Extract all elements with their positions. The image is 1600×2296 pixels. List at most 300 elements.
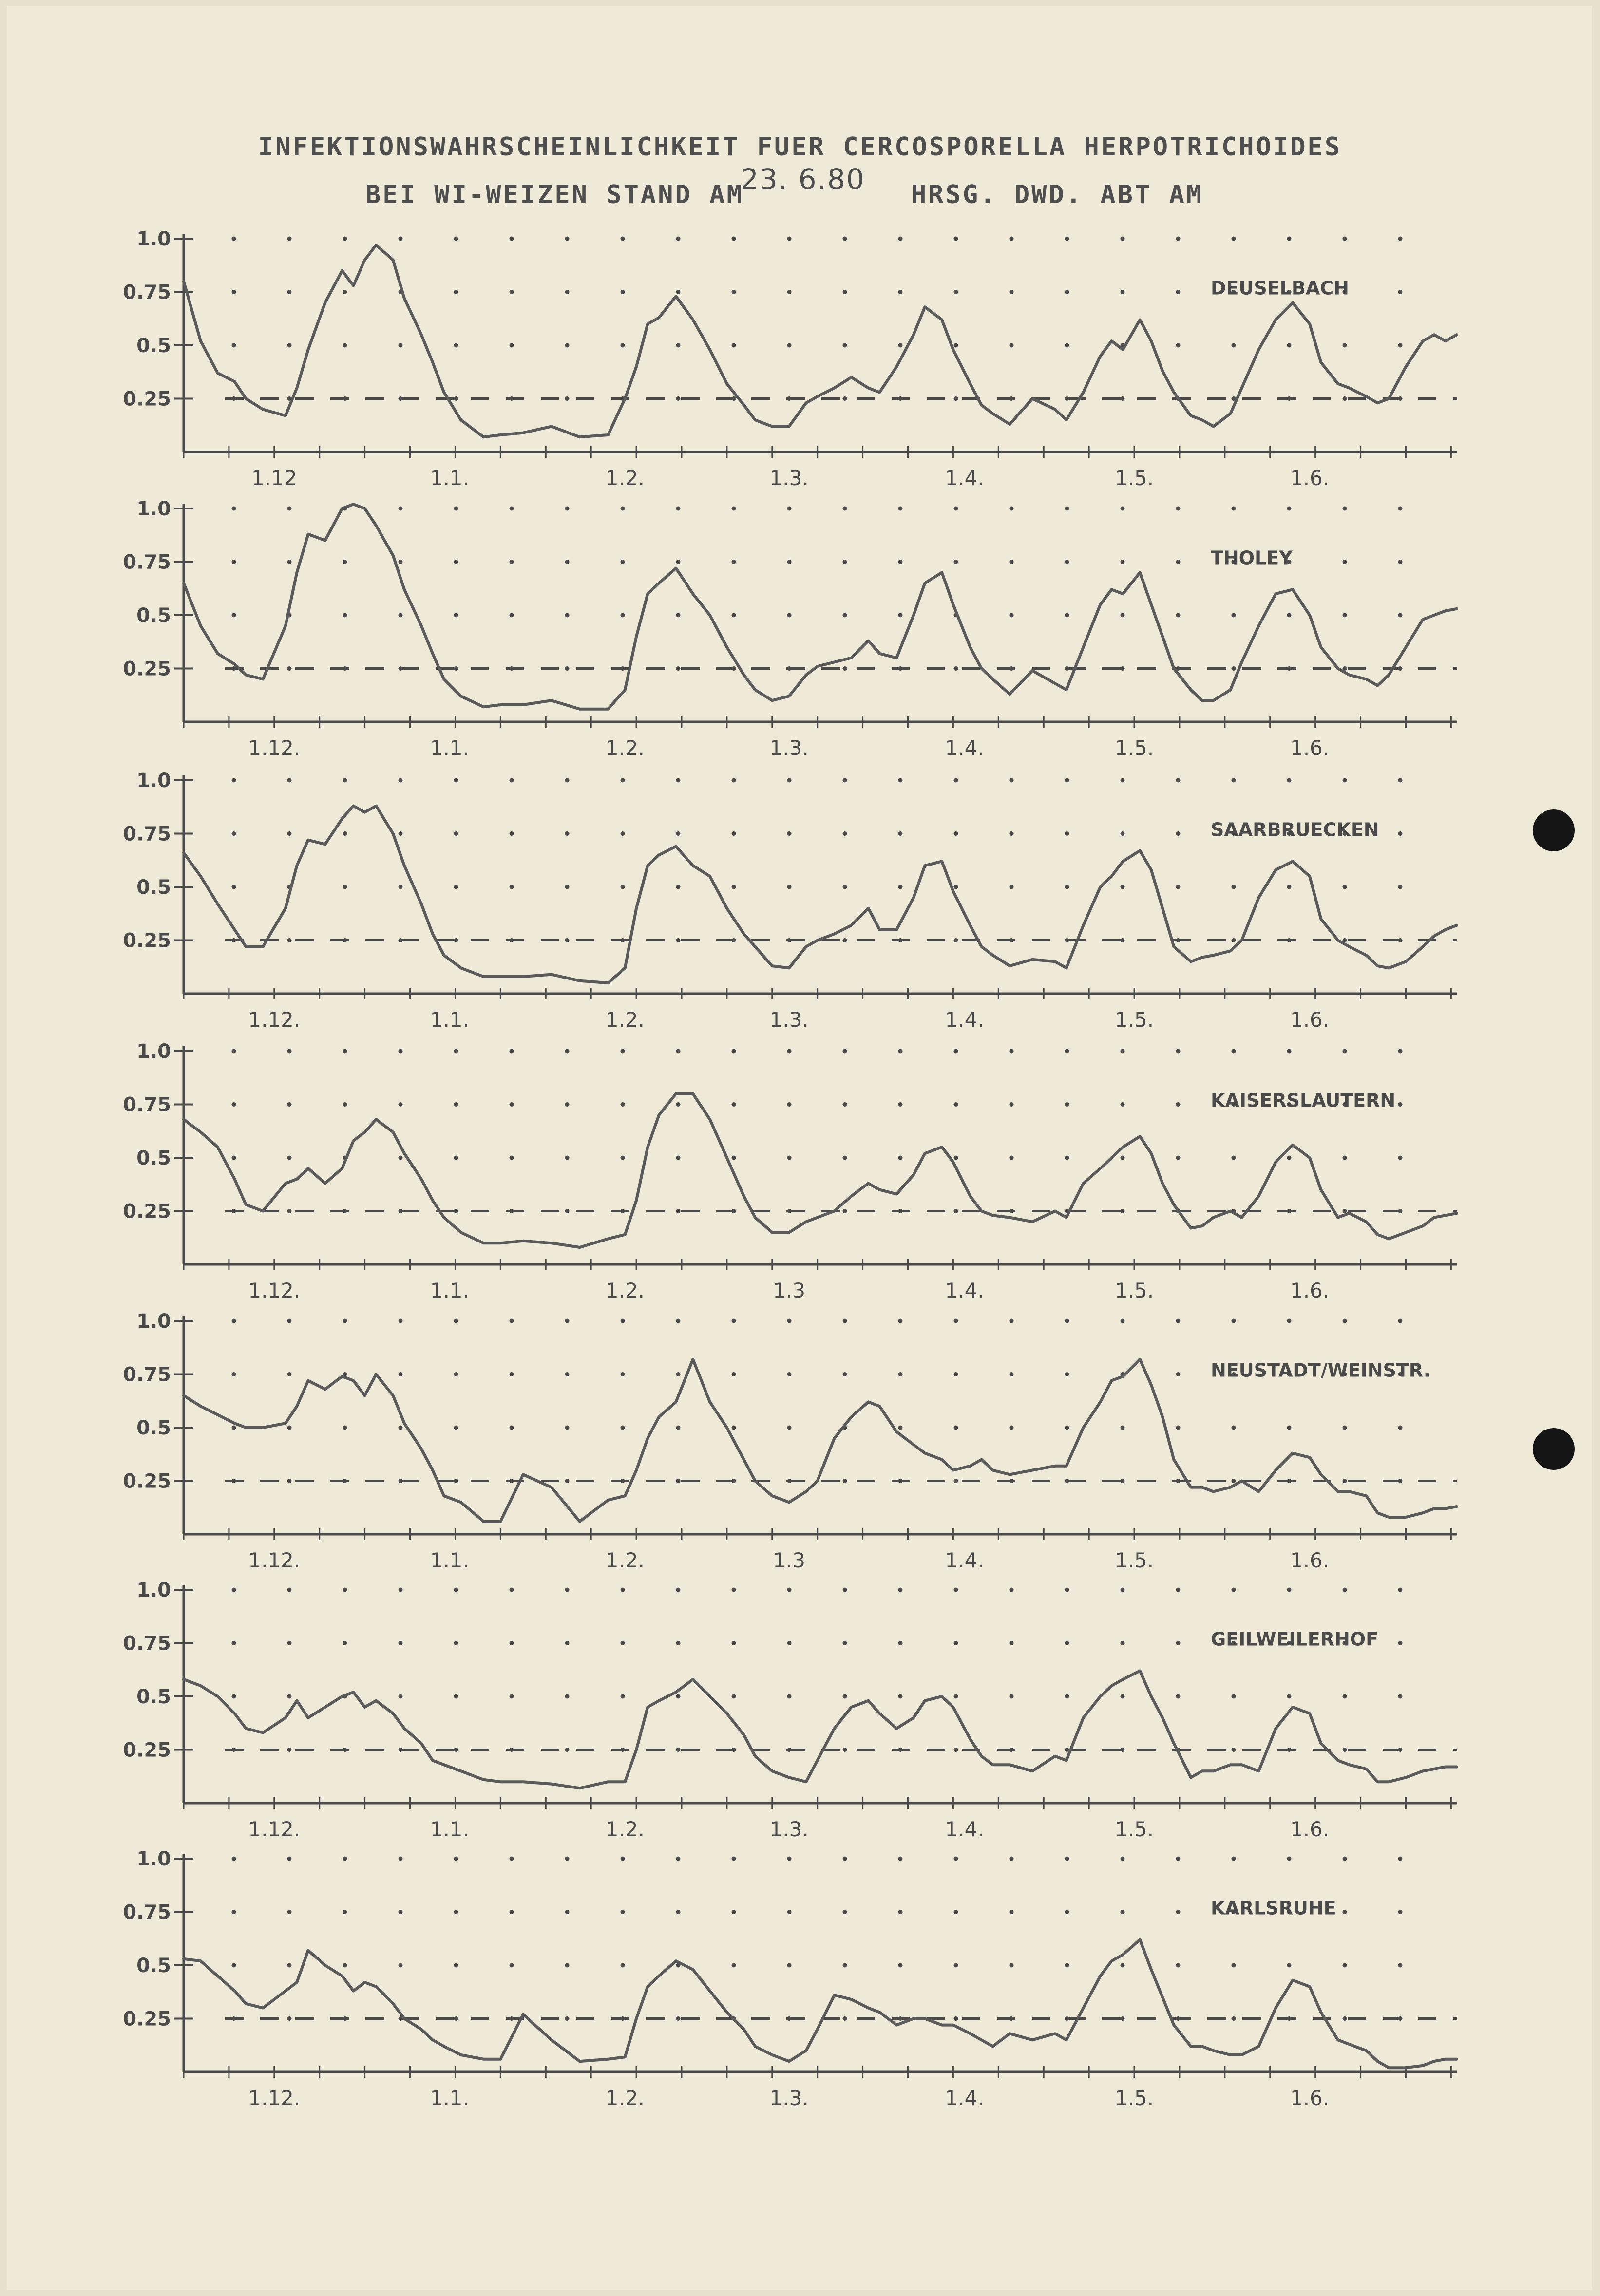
grid-dot [787, 237, 792, 241]
grid-dot [1398, 1588, 1403, 1592]
grid-dot [343, 1857, 347, 1861]
y-tick-label: 0.75 [123, 1093, 171, 1116]
grid-dot [621, 613, 625, 618]
grid-dot [732, 613, 736, 618]
grid-dot [954, 1588, 958, 1592]
grid-dot [1176, 1963, 1181, 1968]
grid-dot [843, 778, 847, 783]
grid-dot [343, 1963, 347, 1968]
grid-dot [1010, 290, 1014, 294]
grid-dot [232, 1102, 236, 1107]
grid-dot [732, 778, 736, 783]
grid-dot [1287, 778, 1292, 783]
chart-saarbruecken [123, 770, 1457, 1032]
grid-dot [732, 1641, 736, 1645]
grid-dot [454, 1209, 458, 1213]
grid-dot [565, 396, 570, 401]
grid-dot [1176, 507, 1181, 511]
grid-dot [399, 885, 403, 889]
grid-dot [1176, 1319, 1181, 1323]
y-tick-label: 0.75 [123, 823, 171, 846]
grid-dot [343, 290, 347, 294]
grid-dot [1343, 1910, 1347, 1914]
grid-dot [843, 666, 847, 671]
grid-dot [287, 290, 292, 294]
grid-dot [287, 1588, 292, 1592]
chart-kaiserslautern [123, 1040, 1457, 1302]
grid-dot [621, 778, 625, 783]
grid-dot [843, 831, 847, 836]
grid-dot [1343, 1479, 1347, 1483]
grid-dot [1176, 1910, 1181, 1914]
grid-dot [510, 1963, 514, 1968]
grid-dot [1010, 1426, 1014, 1430]
grid-dot [843, 885, 847, 889]
x-tick-label: 1.12. [248, 1279, 301, 1302]
x-tick-label: 1.6. [1290, 466, 1330, 490]
grid-dot [676, 560, 681, 564]
grid-dot [676, 290, 681, 294]
grid-dot [1010, 1049, 1014, 1054]
grid-dot [399, 237, 403, 241]
grid-dot [510, 1694, 514, 1699]
grid-dot [787, 1156, 792, 1160]
chart-deuselbach [123, 228, 1457, 490]
grid-dot [1398, 831, 1403, 836]
grid-dot [1121, 778, 1125, 783]
grid-dot [787, 507, 792, 511]
grid-dot [621, 1319, 625, 1323]
grid-dot [565, 237, 570, 241]
grid-dot [1398, 1319, 1403, 1323]
grid-dot [1121, 1857, 1125, 1861]
x-tick-label: 1.6. [1290, 1548, 1330, 1572]
grid-dot [1065, 831, 1069, 836]
x-tick-label: 1.1. [430, 1279, 469, 1302]
grid-dot [898, 1049, 903, 1054]
grid-dot [1232, 507, 1236, 511]
grid-dot [1398, 1694, 1403, 1699]
grid-dot [843, 290, 847, 294]
grid-dot [898, 290, 903, 294]
grid-dot [621, 1857, 625, 1861]
grid-dot [954, 1963, 958, 1968]
grid-dot [732, 1694, 736, 1699]
grid-dot [1121, 290, 1125, 294]
grid-dot [1010, 1372, 1014, 1376]
grid-dot [399, 1588, 403, 1592]
y-tick-label: 1.0 [136, 1040, 171, 1063]
y-tick-label: 0.25 [123, 1739, 171, 1762]
grid-dot [898, 343, 903, 348]
grid-dot [399, 1694, 403, 1699]
grid-dot [232, 613, 236, 618]
grid-dot [1065, 290, 1069, 294]
grid-dot [565, 2016, 570, 2021]
grid-dot [454, 1694, 458, 1699]
grid-dot [1121, 1963, 1125, 1968]
y-tick-label: 0.5 [136, 1147, 171, 1169]
x-tick-label: 1.6. [1290, 1279, 1330, 1302]
title-line-2-right: HRSG. DWD. ABT AM [911, 180, 1204, 209]
grid-dot [676, 1102, 681, 1107]
series-line [184, 1671, 1457, 1788]
grid-dot [1398, 1156, 1403, 1160]
grid-dot [843, 507, 847, 511]
grid-dot [510, 507, 514, 511]
grid-dot [287, 2016, 292, 2021]
grid-dot [676, 1588, 681, 1592]
grid-dot [787, 1857, 792, 1861]
grid-dot [843, 1479, 847, 1483]
grid-dot [1398, 1857, 1403, 1861]
grid-dot [1121, 938, 1125, 942]
grid-dot [621, 1963, 625, 1968]
grid-dot [232, 290, 236, 294]
grid-dot [287, 1910, 292, 1914]
grid-dot [287, 1857, 292, 1861]
x-tick-label: 1.2. [605, 466, 645, 490]
grid-dot [1287, 613, 1292, 618]
grid-dot [1010, 237, 1014, 241]
station-label: SAARBRUECKEN [1211, 819, 1379, 841]
grid-dot [565, 885, 570, 889]
grid-dot [1232, 1694, 1236, 1699]
grid-dot [565, 1694, 570, 1699]
grid-dot [565, 1426, 570, 1430]
grid-dot [1121, 1209, 1125, 1213]
grid-dot [954, 2016, 958, 2021]
grid-dot [1398, 1049, 1403, 1054]
grid-dot [232, 1910, 236, 1914]
x-tick-label: 1.12 [251, 466, 297, 490]
x-tick-label: 1.3 [773, 1548, 806, 1572]
grid-dot [1343, 1963, 1347, 1968]
grid-dot [1343, 1588, 1347, 1592]
grid-dot [1343, 885, 1347, 889]
grid-dot [676, 938, 681, 942]
grid-dot [1176, 343, 1181, 348]
grid-dot [287, 237, 292, 241]
series-line [184, 245, 1457, 437]
grid-dot [454, 1156, 458, 1160]
grid-dot [843, 1102, 847, 1107]
series-line [184, 1094, 1457, 1247]
grid-dot [1065, 1319, 1069, 1323]
grid-dot [1121, 1319, 1125, 1323]
grid-dot [343, 1049, 347, 1054]
grid-dot [954, 396, 958, 401]
grid-dot [843, 560, 847, 564]
grid-dot [898, 1588, 903, 1592]
grid-dot [1176, 1588, 1181, 1592]
grid-dot [232, 831, 236, 836]
x-tick-label: 1.12. [248, 1008, 301, 1032]
grid-dot [954, 1319, 958, 1323]
grid-dot [287, 1156, 292, 1160]
grid-dot [287, 666, 292, 671]
grid-dot [621, 1588, 625, 1592]
y-tick-label: 0.5 [136, 1955, 171, 1977]
grid-dot [676, 1748, 681, 1752]
y-tick-label: 1.0 [136, 1848, 171, 1870]
grid-dot [565, 666, 570, 671]
y-tick-label: 0.75 [123, 551, 171, 574]
x-tick-label: 1.6. [1290, 1817, 1330, 1841]
grid-dot [1287, 1426, 1292, 1430]
grid-dot [732, 1319, 736, 1323]
chart-geilweilerhof [123, 1579, 1457, 1841]
grid-dot [232, 1641, 236, 1645]
grid-dot [1287, 1319, 1292, 1323]
grid-dot [843, 1748, 847, 1752]
y-tick-label: 0.5 [136, 604, 171, 627]
grid-dot [1121, 613, 1125, 618]
grid-dot [1176, 1857, 1181, 1861]
station-label: GEILWEILERHOF [1211, 1628, 1379, 1650]
y-tick-label: 1.0 [136, 498, 171, 520]
grid-dot [1065, 1641, 1069, 1645]
grid-dot [232, 778, 236, 783]
grid-dot [732, 1588, 736, 1592]
grid-dot [1010, 560, 1014, 564]
grid-dot [399, 831, 403, 836]
series-line [184, 504, 1457, 709]
grid-dot [1232, 1319, 1236, 1323]
grid-dot [399, 343, 403, 348]
grid-dot [1121, 1910, 1125, 1914]
grid-dot [454, 343, 458, 348]
grid-dot [1176, 1426, 1181, 1430]
grid-dot [1343, 1857, 1347, 1861]
x-tick-label: 1.2. [605, 736, 645, 760]
chart-karlsruhe [123, 1848, 1457, 2110]
grid-dot [1121, 1049, 1125, 1054]
grid-dot [1176, 1156, 1181, 1160]
grid-dot [454, 831, 458, 836]
grid-dot [787, 613, 792, 618]
grid-dot [843, 613, 847, 618]
grid-dot [732, 1857, 736, 1861]
y-tick-label: 0.75 [123, 1632, 171, 1655]
grid-dot [1121, 1156, 1125, 1160]
grid-dot [1121, 831, 1125, 836]
grid-dot [898, 1372, 903, 1376]
grid-dot [898, 1102, 903, 1107]
grid-dot [676, 1857, 681, 1861]
grid-dot [621, 237, 625, 241]
grid-dot [1176, 1641, 1181, 1645]
grid-dot [1121, 1102, 1125, 1107]
grid-dot [454, 1426, 458, 1430]
grid-dot [454, 1049, 458, 1054]
grid-dot [287, 1209, 292, 1213]
grid-dot [565, 507, 570, 511]
x-tick-label: 1.5. [1114, 1008, 1154, 1032]
grid-dot [1232, 1049, 1236, 1054]
grid-dot [1121, 1641, 1125, 1645]
grid-dot [510, 1426, 514, 1430]
grid-dot [676, 1209, 681, 1213]
grid-dot [954, 885, 958, 889]
grid-dot [732, 507, 736, 511]
grid-dot [787, 1049, 792, 1054]
grid-dot [1010, 507, 1014, 511]
grid-dot [232, 237, 236, 241]
grid-dot [1010, 1641, 1014, 1645]
x-tick-label: 1.3. [769, 466, 809, 490]
x-tick-label: 1.3. [769, 736, 809, 760]
grid-dot [954, 1748, 958, 1752]
grid-dot [454, 1372, 458, 1376]
grid-dot [676, 1156, 681, 1160]
grid-dot [843, 237, 847, 241]
grid-dot [510, 1372, 514, 1376]
grid-dot [621, 1049, 625, 1054]
grid-dot [287, 507, 292, 511]
x-tick-label: 1.5. [1114, 466, 1154, 490]
grid-dot [1232, 1857, 1236, 1861]
grid-dot [1121, 1479, 1125, 1483]
grid-dot [787, 1426, 792, 1430]
grid-dot [1232, 237, 1236, 241]
grid-dot [1287, 343, 1292, 348]
grid-dot [954, 666, 958, 671]
grid-dot [843, 1641, 847, 1645]
x-tick-label: 1.2. [605, 1817, 645, 1841]
grid-dot [1398, 1910, 1403, 1914]
x-tick-label: 1.3. [769, 1817, 809, 1841]
grid-dot [676, 396, 681, 401]
series-line [184, 1939, 1457, 2068]
grid-dot [621, 1156, 625, 1160]
grid-dot [287, 1102, 292, 1107]
grid-dot [843, 1372, 847, 1376]
grid-dot [787, 1694, 792, 1699]
grid-dot [454, 1748, 458, 1752]
grid-dot [1176, 290, 1181, 294]
y-tick-label: 0.25 [123, 1200, 171, 1223]
grid-dot [1065, 507, 1069, 511]
grid-dot [1065, 1156, 1069, 1160]
grid-dot [1010, 1319, 1014, 1323]
grid-dot [1232, 938, 1236, 942]
grid-dot [621, 1102, 625, 1107]
grid-dot [1065, 1102, 1069, 1107]
station-label: KARLSRUHE [1211, 1897, 1336, 1919]
grid-dot [732, 237, 736, 241]
grid-dot [232, 507, 236, 511]
y-tick-label: 0.25 [123, 1470, 171, 1493]
x-tick-label: 1.5. [1114, 1279, 1154, 1302]
y-tick-label: 1.0 [136, 770, 171, 792]
grid-dot [954, 1641, 958, 1645]
grid-dot [510, 560, 514, 564]
grid-dot [287, 1694, 292, 1699]
grid-dot [676, 1910, 681, 1914]
grid-dot [954, 831, 958, 836]
grid-dot [1010, 1156, 1014, 1160]
grid-dot [1010, 885, 1014, 889]
y-tick-label: 0.75 [123, 281, 171, 304]
grid-dot [399, 507, 403, 511]
grid-dot [621, 507, 625, 511]
grid-dot [1287, 237, 1292, 241]
x-tick-label: 1.3 [773, 1279, 806, 1302]
grid-dot [1010, 1910, 1014, 1914]
grid-dot [343, 1641, 347, 1645]
grid-dot [898, 831, 903, 836]
grid-dot [454, 560, 458, 564]
grid-dot [1398, 1641, 1403, 1645]
grid-dot [1010, 1694, 1014, 1699]
grid-dot [232, 1857, 236, 1861]
grid-dot [343, 831, 347, 836]
grid-dot [287, 1049, 292, 1054]
grid-dot [399, 778, 403, 783]
x-tick-label: 1.4. [945, 466, 984, 490]
x-tick-label: 1.5. [1114, 1817, 1154, 1841]
grid-dot [1176, 560, 1181, 564]
grid-dot [454, 1963, 458, 1968]
grid-dot [1121, 507, 1125, 511]
grid-dot [843, 1319, 847, 1323]
grid-dot [676, 237, 681, 241]
grid-dot [732, 343, 736, 348]
grid-dot [621, 1426, 625, 1430]
grid-dot [1232, 1479, 1236, 1483]
grid-dot [1232, 1156, 1236, 1160]
grid-dot [732, 1426, 736, 1430]
grid-dot [787, 1963, 792, 1968]
grid-dot [898, 237, 903, 241]
grid-dot [454, 1102, 458, 1107]
grid-dot [399, 1102, 403, 1107]
grid-dot [565, 1641, 570, 1645]
y-tick-label: 1.0 [136, 1310, 171, 1333]
grid-dot [1121, 2016, 1125, 2021]
grid-dot [787, 1372, 792, 1376]
grid-dot [454, 885, 458, 889]
grid-dot [1232, 343, 1236, 348]
grid-dot [732, 290, 736, 294]
grid-dot [676, 2016, 681, 2021]
grid-dot [232, 885, 236, 889]
grid-dot [1010, 343, 1014, 348]
grid-dot [565, 778, 570, 783]
title-line-2-left: BEI WI-WEIZEN STAND AM [365, 180, 744, 209]
grid-dot [1121, 1694, 1125, 1699]
grid-dot [1343, 1426, 1347, 1430]
grid-dot [843, 396, 847, 401]
grid-dot [1232, 1426, 1236, 1430]
grid-dot [1065, 885, 1069, 889]
grid-dot [565, 343, 570, 348]
grid-dot [787, 560, 792, 564]
grid-dot [454, 507, 458, 511]
grid-dot [1010, 1857, 1014, 1861]
grid-dot [565, 831, 570, 836]
grid-dot [1343, 1319, 1347, 1323]
grid-dot [1010, 1102, 1014, 1107]
grid-dot [621, 1910, 625, 1914]
grid-dot [1343, 1209, 1347, 1213]
grid-dot [1398, 885, 1403, 889]
grid-dot [1343, 396, 1347, 401]
grid-dot [1287, 1049, 1292, 1054]
grid-dot [287, 343, 292, 348]
grid-dot [1065, 1910, 1069, 1914]
